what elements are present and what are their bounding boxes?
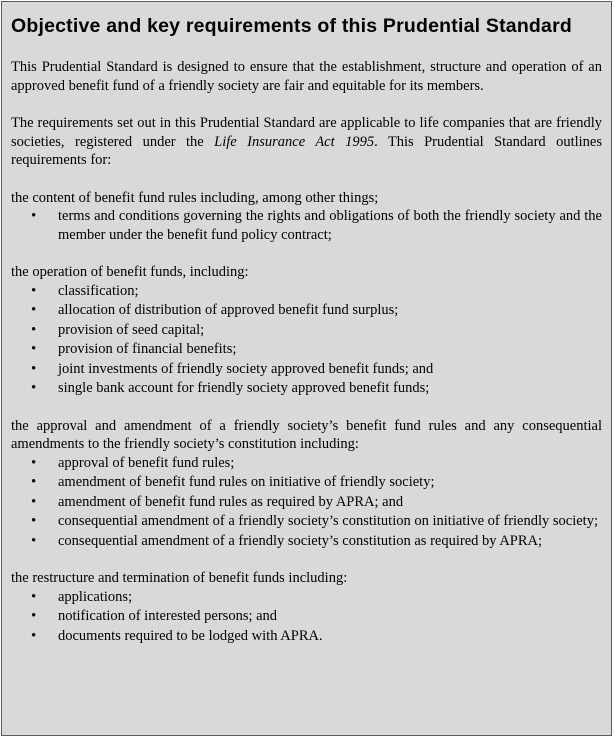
bullet-item: • approval of benefit fund rules; <box>11 454 602 473</box>
bullet-list <box>11 282 602 398</box>
bullet-list <box>11 454 602 551</box>
bullet-item: • provision of seed capital; <box>11 321 602 340</box>
section-intro: the operation of benefit funds, including: <box>11 264 249 280</box>
act-name: Life Insurance Act 1995 <box>214 133 375 150</box>
bullet-item: • amendment of benefit fund rules as required by APRA; and <box>11 493 602 512</box>
text-box <box>1 1 612 736</box>
requirements-sections <box>11 189 602 646</box>
bullet-item: • classification; <box>11 282 602 301</box>
paragraph-applicability <box>11 114 602 170</box>
paragraph-purpose: This Prudential Standard is designed to ensure that the establishment, structure and operation of an approved benefit fund of a friendly society are fair and equitable for its members. <box>11 59 602 94</box>
bullet-item: • single bank account for friendly society approved benefit funds; <box>11 379 602 398</box>
section-intro: the approval and amendment of a friendly society’s benefit fund rules and any consequential amendments to the friendly society’s constitution including: <box>11 417 602 452</box>
bullet-item: • terms and conditions governing the rights and obligations of both the friendly society and the member under the benefit fund policy contract; <box>11 207 602 244</box>
section-intro: the content of benefit fund rules including, among other things; <box>11 189 379 206</box>
bullet-item: • applications; <box>11 588 602 607</box>
bullet-item: • consequential amendment of a friendly society’s constitution as required by APRA; <box>11 532 602 551</box>
section-heading: Objective and key requirements of this Prudential Standard <box>11 15 572 37</box>
section-intro: the restructure and termination of benefit funds including: <box>11 570 348 586</box>
applicability-text-start: The requirements set out in this Prudential Standard are applicable to life companies that are friendly societies, registered under the <box>11 115 602 150</box>
bullet-item: • joint investments of friendly society approved benefit funds; and <box>11 360 602 379</box>
bullet-item: • consequential amendment of a friendly society’s constitution on initiative of friendly society; <box>11 512 602 531</box>
bullet-item: • allocation of distribution of approved benefit fund surplus; <box>11 301 602 320</box>
bullet-item: • amendment of benefit fund rules on initiative of friendly society; <box>11 473 602 492</box>
bullet-list <box>11 207 602 244</box>
bullet-item: • documents required to be lodged with APRA. <box>11 627 602 646</box>
bullet-item: • provision of financial benefits; <box>11 340 602 359</box>
bullet-item: • notification of interested persons; and <box>11 607 602 626</box>
applicability-text-end: . This Prudential Standard outlines requirements for: <box>11 133 602 168</box>
bullet-list <box>11 588 602 646</box>
